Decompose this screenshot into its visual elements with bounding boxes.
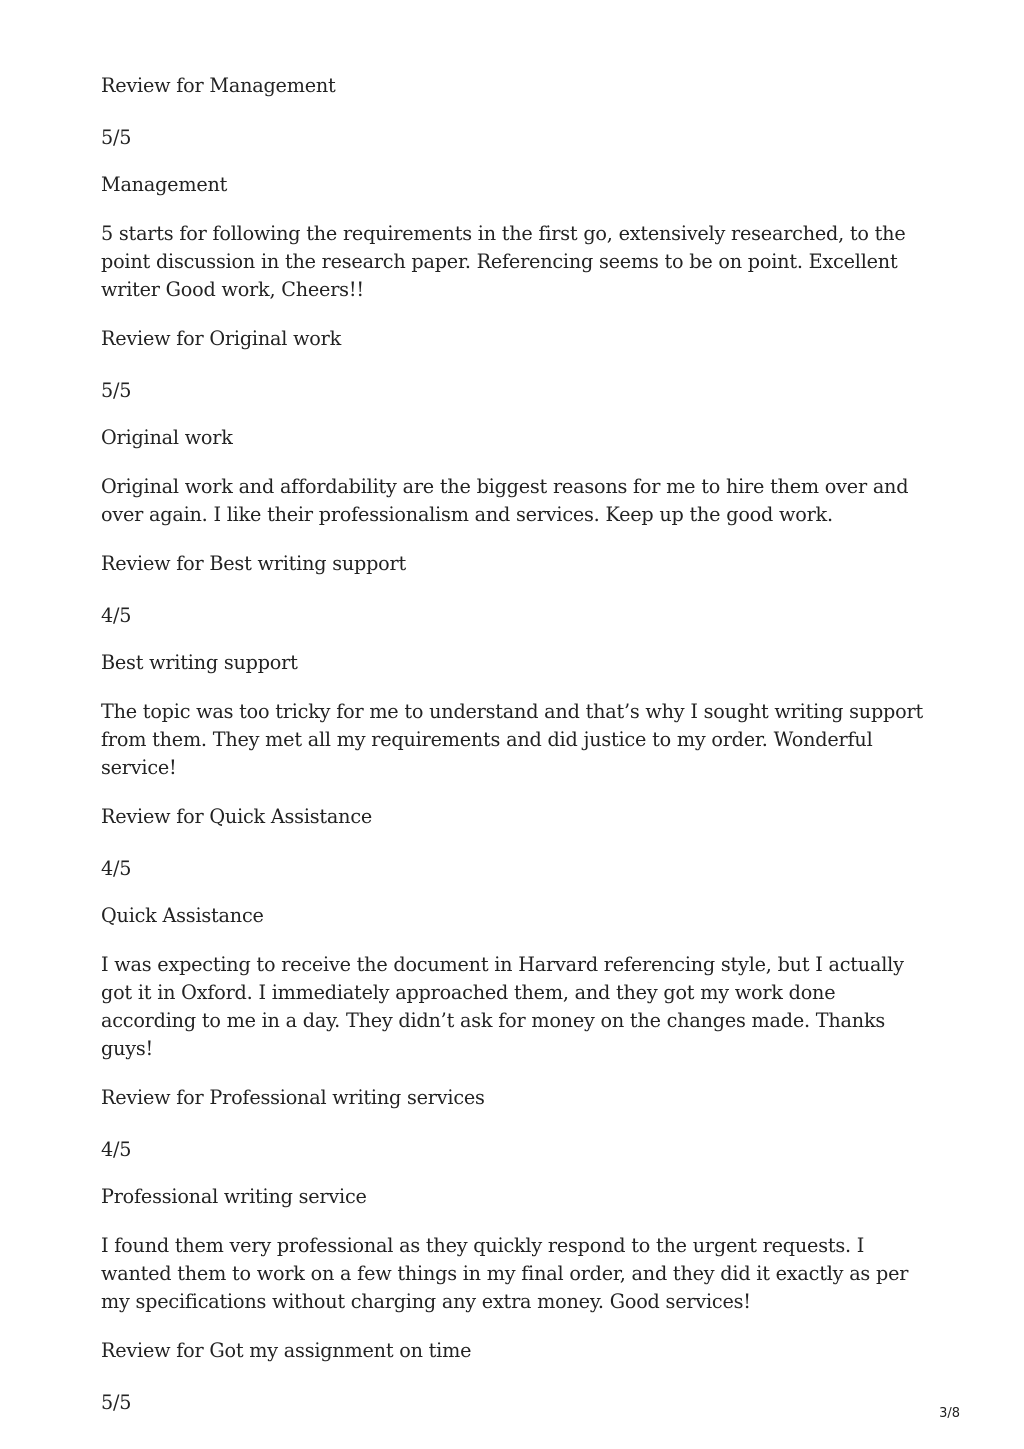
- review-title: Review for Quick Assistance: [101, 805, 373, 828]
- review-rating: 5/5: [101, 1391, 132, 1414]
- review-body: The topic was too tricky for me to understand and that’s why I sought writing support from them. They met all my requirements and did justice to my order. Wonderful service!: [101, 700, 923, 779]
- review-original-work: [101, 325, 931, 529]
- review-title: Review for Professional writing services: [101, 1086, 485, 1109]
- review-professional-writing: [101, 1084, 931, 1316]
- review-list: [101, 72, 931, 1436]
- review-management: [101, 72, 931, 304]
- review-body: I was expecting to receive the document in Harvard referencing style, but I actually got it in Oxford. I immediately approached them, and they got my work done according to me in a day. They didn’t ask for money on the changes made. Thanks guys!: [101, 953, 904, 1060]
- review-heading: Management: [101, 173, 228, 196]
- review-rating: 4/5: [101, 857, 132, 880]
- review-heading: Original work: [101, 426, 233, 449]
- review-title: Review for Original work: [101, 327, 342, 350]
- review-body: I found them very professional as they quickly respond to the urgent requests. I wanted them to work on a few things in my final order, and they did it exactly as per my specifications without charging any extra money. Good services!: [101, 1234, 909, 1313]
- review-heading: Professional writing service: [101, 1185, 367, 1208]
- review-rating: 5/5: [101, 379, 132, 402]
- review-body: 5 starts for following the requirements in the first go, extensively researched, to the point discussion in the research paper. Referencing seems to be on point. Excellent writer Good work, Cheers!!: [101, 222, 906, 301]
- review-best-writing-support: [101, 550, 931, 782]
- review-rating: 5/5: [101, 126, 132, 149]
- review-title: Review for Best writing support: [101, 552, 407, 575]
- review-assignment-on-time: [101, 1337, 931, 1417]
- page-number: 3/8: [939, 1406, 960, 1421]
- review-title: Review for Management: [101, 74, 336, 97]
- review-heading: Quick Assistance: [101, 904, 264, 927]
- review-heading: Best writing support: [101, 651, 298, 674]
- review-rating: 4/5: [101, 604, 132, 627]
- review-body: Original work and affordability are the biggest reasons for me to hire them over and over again. I like their professionalism and services. Keep up the good work.: [101, 475, 909, 526]
- review-rating: 4/5: [101, 1138, 132, 1161]
- review-title: Review for Got my assignment on time: [101, 1339, 472, 1362]
- review-quick-assistance: [101, 803, 931, 1063]
